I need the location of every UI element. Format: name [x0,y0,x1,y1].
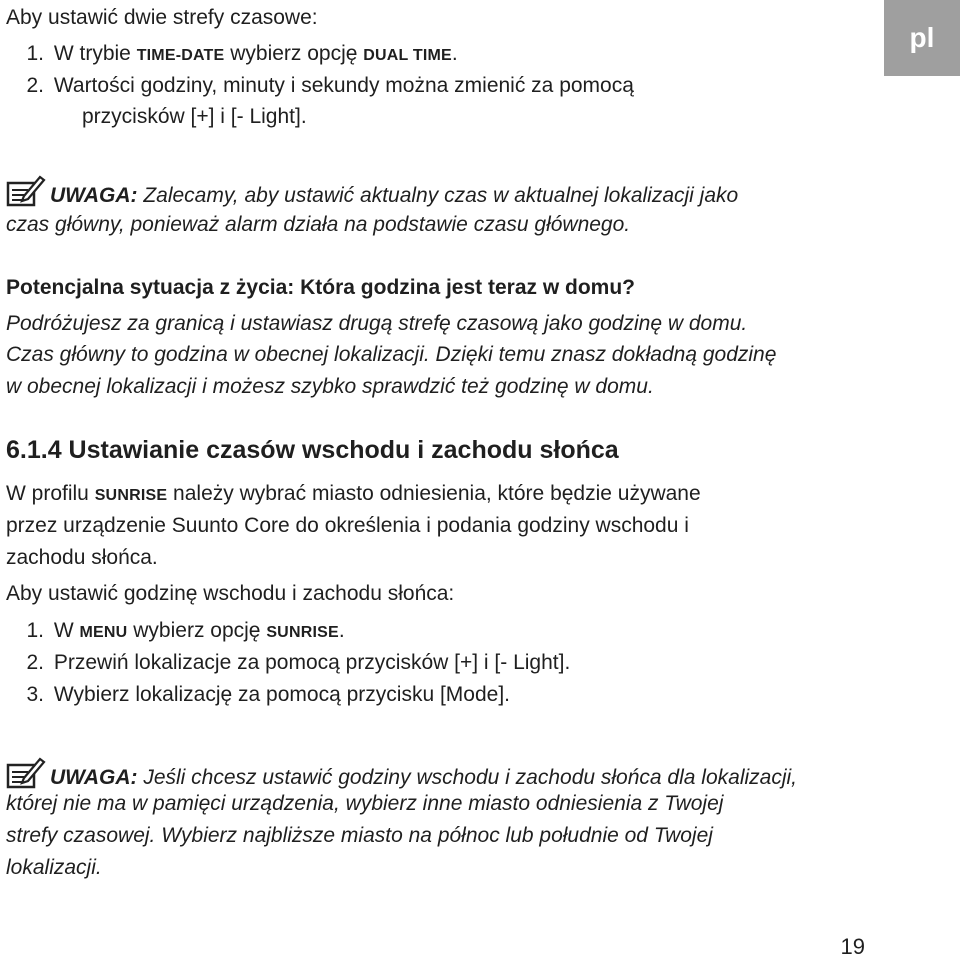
step-text: Wartości godziny, minuty i sekundy można zmienić za pomocą [53,74,634,97]
menu-name: MENU [79,624,128,641]
section-step-1 [6,617,345,647]
step-number: 2. [26,651,44,674]
step-text: . [451,42,458,65]
mode-name: TIME-DATE [136,47,225,64]
note-1-line-1 [6,174,738,210]
paragraph-text: W profilu [6,482,95,505]
note-text: Zalecamy, aby ustawić aktualny czas w aktualnej lokalizacji jako [137,184,739,207]
page-number: 19 [840,934,865,959]
note-1-line-2: czas główny, ponieważ alarm działa na podstawie czasu głównego. [6,213,631,236]
example-title: Potencjalna sytuacja z życia: Która godzina jest teraz w domu? [6,276,635,299]
note-label: UWAGA: [50,766,138,789]
note-label: UWAGA: [50,184,138,207]
example-line-3: w obecnej lokalizacji i możesz szybko sprawdzić też godzinę w domu. [6,375,654,398]
intro-step-2 [6,72,634,100]
example-line-2: Czas główny to godzina w obecnej lokalizacji. Dzięki temu znasz dokładną godzinę [6,343,777,366]
intro-heading: Aby ustawić dwie strefy czasowe: [6,6,318,29]
example-line-1: Podróżujesz za granicą i ustawiasz drugą strefę czasową jako godzinę w domu. [6,312,748,335]
step-text: wybierz opcję [127,619,267,642]
step-text: . [338,619,345,642]
option-name: SUNRISE [266,624,339,641]
section-heading: 6.1.4 Ustawianie czasów wschodu i zachodu słońca [6,436,619,464]
note-2-line-2: której nie ma w pamięci urządzenia, wybierz inne miasto odniesienia z Twojej [6,792,724,815]
language-tab: pl [884,0,960,76]
intro-step-2-cont: przycisków [+] i [- Light]. [82,105,307,128]
note-2-line-1 [6,756,797,792]
section-step-2 [6,649,570,677]
section-p1-line-3: zachodu słońca. [6,546,158,569]
note-text: Jeśli chcesz ustawić godziny wschodu i zachodu słońca dla lokalizacji, [137,766,797,789]
section-p1-line-1 [6,480,701,510]
note-2-line-4: lokalizacji. [6,856,102,879]
step-text: Wybierz lokalizację za pomocą przycisku [Mode]. [53,683,510,706]
paragraph-text: należy wybrać miasto odniesienia, które będzie używane [167,482,701,505]
note-icon [6,174,46,208]
note-2-line-3: strefy czasowej. Wybierz najbliższe miasto na północ lub południe od Twojej [6,824,713,847]
step-number: 2. [26,74,44,97]
intro-step-1 [6,40,458,70]
section-p2: Aby ustawić godzinę wschodu i zachodu słońca: [6,582,455,605]
step-number: 1. [26,42,44,65]
profile-name: SUNRISE [94,487,168,504]
step-text: W [53,619,80,642]
step-text: Przewiń lokalizacje za pomocą przycisków [+] i [- Light]. [53,651,571,674]
step-text: W trybie [53,42,137,65]
note-icon [6,756,46,790]
option-name: DUAL TIME [363,47,452,64]
section-step-3 [6,681,510,709]
step-number: 3. [26,683,44,706]
section-p1-line-2: przez urządzenie Suunto Core do określenia i podania godziny wschodu i [6,514,689,537]
step-text: wybierz opcję [224,42,364,65]
step-number: 1. [26,619,44,642]
